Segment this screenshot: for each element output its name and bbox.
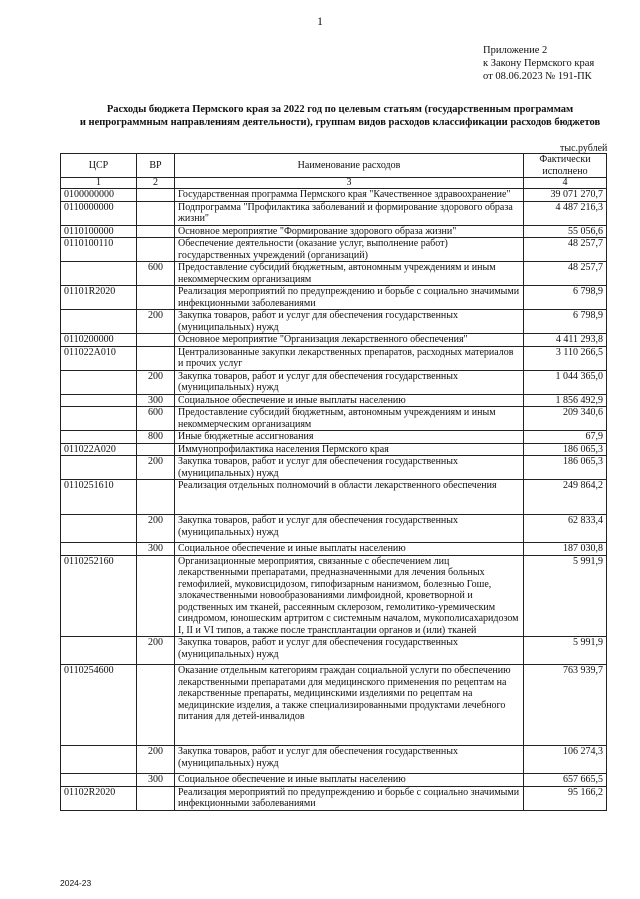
- row-name: Централизованные закупки лекарственных препаратов, расходных материалов и прочих услуг: [175, 346, 524, 370]
- row-name: Закупка товаров, работ и услуг для обеспечения государственных (муниципальных) нужд: [175, 515, 524, 543]
- row-csr: 011022А010: [61, 346, 137, 370]
- title-line-2: и непрограммным направлениям деятельности), группам видов расходов классификации расходов бюджетов: [79, 117, 601, 128]
- row-amount: 106 274,3: [524, 746, 607, 774]
- row-vr: 200: [137, 515, 175, 543]
- row-amount: 4 487 216,3: [524, 201, 607, 225]
- row-name: Основное мероприятие "Формирование здорового образа жизни": [175, 225, 524, 238]
- table-row: [61, 746, 607, 774]
- row-vr: [137, 665, 175, 746]
- row-vr: 300: [137, 543, 175, 556]
- header-csr: ЦСР: [61, 154, 137, 178]
- header-amount: Фактически исполнено: [524, 154, 607, 178]
- row-amount: 5 991,9: [524, 637, 607, 665]
- row-vr: 800: [137, 431, 175, 444]
- table-row: [61, 225, 607, 238]
- row-vr: [137, 286, 175, 310]
- row-amount: 5 991,9: [524, 555, 607, 637]
- row-amount: 6 798,9: [524, 310, 607, 334]
- row-csr: [61, 310, 137, 334]
- col-number-1: 1: [61, 178, 137, 189]
- row-amount: 62 833,4: [524, 515, 607, 543]
- col-number-4: 4: [524, 178, 607, 189]
- row-csr: 0110200000: [61, 334, 137, 347]
- unit-label: тыс.рублей: [560, 143, 608, 154]
- table-row: [61, 443, 607, 456]
- appendix-line-2: к Закону Пермского края: [483, 58, 595, 69]
- row-vr: 200: [137, 637, 175, 665]
- row-csr: [61, 262, 137, 286]
- row-vr: [137, 201, 175, 225]
- table-row: [61, 286, 607, 310]
- row-name: Основное мероприятие "Организация лекарственного обеспечения": [175, 334, 524, 347]
- document-title: [60, 103, 620, 129]
- row-csr: 0110254600: [61, 665, 137, 746]
- row-csr: [61, 515, 137, 543]
- row-amount: 6 798,9: [524, 286, 607, 310]
- row-vr: [137, 238, 175, 262]
- row-vr: [137, 346, 175, 370]
- row-vr: 200: [137, 370, 175, 394]
- table-row: [61, 555, 607, 637]
- row-vr: 300: [137, 394, 175, 407]
- row-csr: 0110100000: [61, 225, 137, 238]
- row-vr: [137, 189, 175, 202]
- col-number-2: 2: [137, 178, 175, 189]
- row-csr: [61, 746, 137, 774]
- row-amount: 48 257,7: [524, 262, 607, 286]
- row-amount: 763 939,7: [524, 665, 607, 746]
- row-amount: 1 044 365,0: [524, 370, 607, 394]
- table-row: [61, 238, 607, 262]
- row-csr: 011022А020: [61, 443, 137, 456]
- row-csr: [61, 407, 137, 431]
- table-row: [61, 334, 607, 347]
- row-amount: 3 110 266,5: [524, 346, 607, 370]
- row-vr: 600: [137, 262, 175, 286]
- table-row: [61, 515, 607, 543]
- table-row: [61, 407, 607, 431]
- row-name: Иные бюджетные ассигнования: [175, 431, 524, 444]
- table-row: [61, 786, 607, 810]
- row-name: Государственная программа Пермского края "Качественное здравоохранение": [175, 189, 524, 202]
- row-name: Организационные мероприятия, связанные с обеспечением лиц лекарственными препаратами, предназначенными для лечения больных гемофилией, муковисцидозом, гипофизарным нанизмом, болезнью Гоше, злокачественными новообразованиями лимфоидной, кроветворной и родственных им тканей, рассеянным склерозом, гемолитико-уремическим синдромом, юношеским артритом с системным началом, мукополисахаридозом I, II и VI типов, а также после трансплантации органов и (или) тканей: [175, 555, 524, 637]
- column-number-row: [61, 178, 607, 189]
- row-csr: 0110000000: [61, 201, 137, 225]
- row-vr: 200: [137, 310, 175, 334]
- row-name: Закупка товаров, работ и услуг для обеспечения государственных (муниципальных) нужд: [175, 637, 524, 665]
- row-amount: 67,9: [524, 431, 607, 444]
- table-row: [61, 543, 607, 556]
- row-name: Предоставление субсидий бюджетным, автономным учреждениям и иным некоммерческим организациям: [175, 407, 524, 431]
- table-row: [61, 637, 607, 665]
- table-row: [61, 310, 607, 334]
- table-row: [61, 431, 607, 444]
- row-name: Социальное обеспечение и иные выплаты населению: [175, 543, 524, 556]
- appendix-line-1: Приложение 2: [483, 45, 548, 56]
- row-amount: 55 056,6: [524, 225, 607, 238]
- row-name: Социальное обеспечение и иные выплаты населению: [175, 774, 524, 787]
- appendix-line-3: от 08.06.2023 № 191-ПК: [483, 71, 592, 82]
- row-name: Закупка товаров, работ и услуг для обеспечения государственных (муниципальных) нужд: [175, 456, 524, 480]
- row-amount: 48 257,7: [524, 238, 607, 262]
- row-csr: [61, 370, 137, 394]
- row-vr: [137, 555, 175, 637]
- row-csr: 01101R2020: [61, 286, 137, 310]
- row-csr: 0100000000: [61, 189, 137, 202]
- row-vr: [137, 480, 175, 515]
- table-row: [61, 370, 607, 394]
- row-vr: 300: [137, 774, 175, 787]
- row-csr: [61, 394, 137, 407]
- table-row: [61, 665, 607, 746]
- row-csr: 0110100110: [61, 238, 137, 262]
- table-row: [61, 774, 607, 787]
- row-amount: 186 065,3: [524, 456, 607, 480]
- row-amount: 249 864,2: [524, 480, 607, 515]
- row-amount: 39 071 270,7: [524, 189, 607, 202]
- budget-table: [60, 153, 607, 811]
- row-amount: 209 340,6: [524, 407, 607, 431]
- row-amount: 657 665,5: [524, 774, 607, 787]
- row-vr: 200: [137, 456, 175, 480]
- row-csr: [61, 774, 137, 787]
- row-name: Реализация отдельных полномочий в области лекарственного обеспечения: [175, 480, 524, 515]
- row-csr: 01102R2020: [61, 786, 137, 810]
- row-amount: 1 856 492,9: [524, 394, 607, 407]
- row-amount: 95 166,2: [524, 786, 607, 810]
- row-csr: [61, 637, 137, 665]
- header-name: Наименование расходов: [175, 154, 524, 178]
- row-vr: [137, 225, 175, 238]
- title-line-1: Расходы бюджета Пермского края за 2022 год по целевым статьям (государственным программам: [106, 104, 574, 115]
- table-row: [61, 189, 607, 202]
- row-name: Реализация мероприятий по предупреждению и борьбе с социально значимыми инфекционными заболеваниями: [175, 286, 524, 310]
- table-row: [61, 262, 607, 286]
- row-name: Социальное обеспечение и иные выплаты населению: [175, 394, 524, 407]
- row-vr: 200: [137, 746, 175, 774]
- row-name: Оказание отдельным категориям граждан социальной услуги по обеспечению лекарственными препаратами для медицинского применения по рецептам на лекарственные препараты, медицинскими изделиями по рецептам на медицинские изделия, а также специализированными продуктами лечебного питания для детей-инвалидов: [175, 665, 524, 746]
- row-csr: [61, 431, 137, 444]
- row-csr: 0110252160: [61, 555, 137, 637]
- table-row: [61, 201, 607, 225]
- table-row: [61, 480, 607, 515]
- row-csr: [61, 456, 137, 480]
- row-amount: 186 065,3: [524, 443, 607, 456]
- appendix-reference: [483, 44, 594, 83]
- row-vr: [137, 786, 175, 810]
- row-name: Закупка товаров, работ и услуг для обеспечения государственных (муниципальных) нужд: [175, 370, 524, 394]
- table-row: [61, 346, 607, 370]
- col-number-3: 3: [175, 178, 524, 189]
- row-amount: 187 030,8: [524, 543, 607, 556]
- table-row: [61, 394, 607, 407]
- row-vr: 600: [137, 407, 175, 431]
- row-name: Закупка товаров, работ и услуг для обеспечения государственных (муниципальных) нужд: [175, 746, 524, 774]
- row-vr: [137, 334, 175, 347]
- row-csr: 0110251610: [61, 480, 137, 515]
- row-name: Предоставление субсидий бюджетным, автономным учреждениям и иным некоммерческим организациям: [175, 262, 524, 286]
- row-name: Закупка товаров, работ и услуг для обеспечения государственных (муниципальных) нужд: [175, 310, 524, 334]
- footer-code: 2024-23: [60, 878, 92, 888]
- row-amount: 4 411 293,8: [524, 334, 607, 347]
- table-row: [61, 456, 607, 480]
- table-header-row: [61, 154, 607, 178]
- row-name: Подпрограмма "Профилактика заболеваний и формирование здорового образа жизни": [175, 201, 524, 225]
- row-name: Иммунопрофилактика населения Пермского края: [175, 443, 524, 456]
- page-number: 1: [317, 14, 323, 28]
- header-vr: ВР: [137, 154, 175, 178]
- row-csr: [61, 543, 137, 556]
- row-vr: [137, 443, 175, 456]
- row-name: Обеспечение деятельности (оказание услуг, выполнение работ) государственных учреждений (организаций): [175, 238, 524, 262]
- row-name: Реализация мероприятий по предупреждению и борьбе с социально значимыми инфекционными заболеваниями: [175, 786, 524, 810]
